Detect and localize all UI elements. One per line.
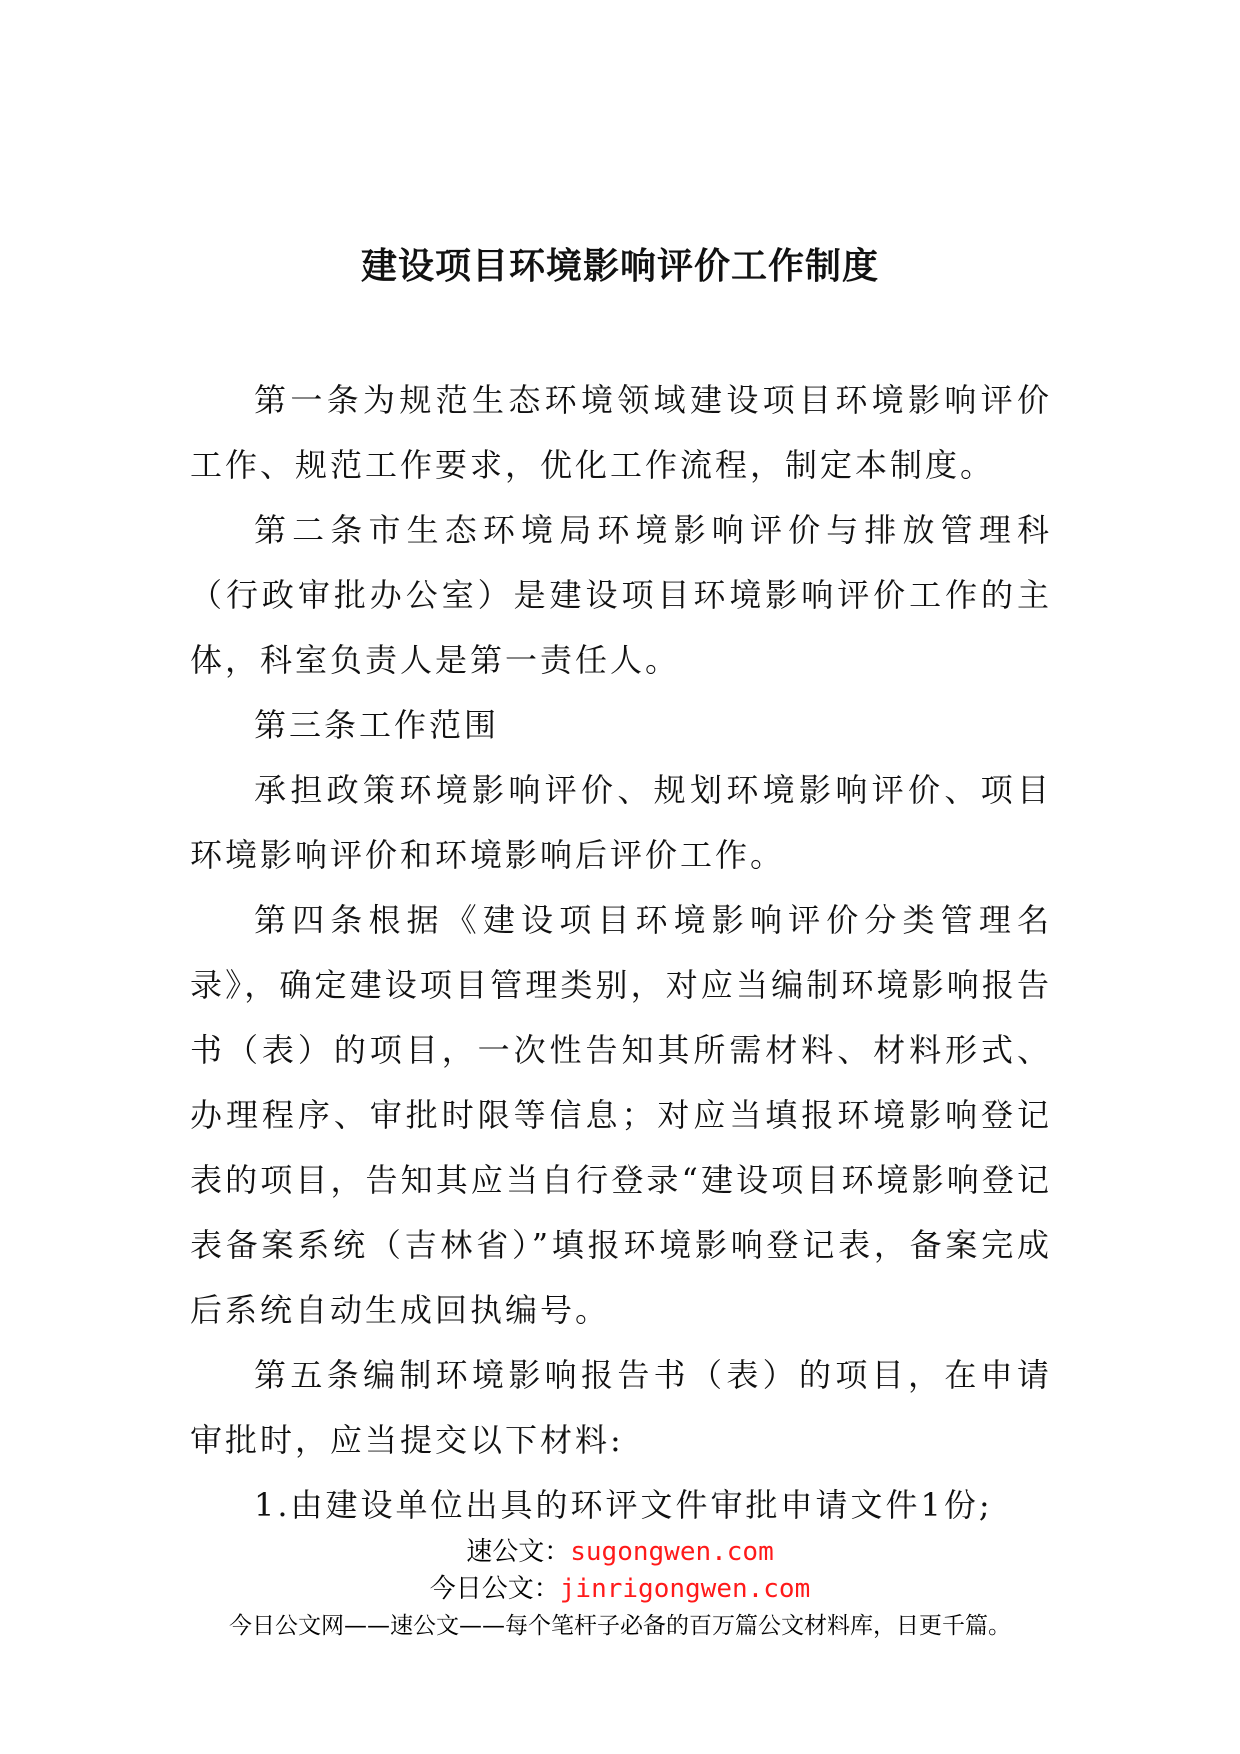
footer-label-jinrigongwen: 今日公文： [429,1574,560,1604]
footer-line-jinrigongwen [0,1571,1240,1608]
paragraph-article-1: 第一条为规范生态环境领域建设项目环境影响评价工作、规范工作要求，优化工作流程，制定本制度。 [190,381,1052,484]
footer-link-sugongwen[interactable]: sugongwen.com [570,1537,774,1567]
paragraph-item-1: 1.由建设单位出具的环评文件审批申请文件1份; [254,1486,993,1524]
paragraph-article-3-heading: 第三条工作范围 [254,706,500,744]
paragraph-article-4: 第四条根据《建设项目环境影响评价分类管理名录》，确定建设项目管理类别，对应当编制环境影响报告书（表）的项目，一次性告知其所需材料、材料形式、办理程序、审批时限等信息；对应当填报环境影响登记表的项目，告知其应当自行登录“建设项目环境影响登记表备案系统（吉林省）”填报环境影响登记表，备案完成后系统自动生成回执编号。 [190,901,1052,1329]
footer-label-sugongwen: 速公文： [466,1537,571,1567]
paragraph-article-5: 第五条编制环境影响报告书（表）的项目，在申请审批时，应当提交以下材料: [190,1356,1052,1459]
footer-link-jinrigongwen[interactable]: jinrigongwen.com [559,1574,811,1604]
footer-line-sugongwen [0,1534,1240,1571]
footer-watermark [0,1534,1240,1644]
paragraph-article-3-scope: 承担政策环境影响评价、规划环境影响评价、项目环境影响评价和环境影响后评价工作。 [190,771,1052,874]
document-title: 建设项目环境影响评价工作制度 [360,246,879,287]
document-body [190,368,1052,1538]
footer-slogan: 今日公文网——速公文——每个笔杆子必备的百万篇公文材料库，日更千篇。 [229,1613,1011,1639]
paragraph-article-2: 第二条市生态环境局环境影响评价与排放管理科（行政审批办公室）是建设项目环境影响评价工作的主体，科室负责人是第一责任人。 [190,511,1052,679]
